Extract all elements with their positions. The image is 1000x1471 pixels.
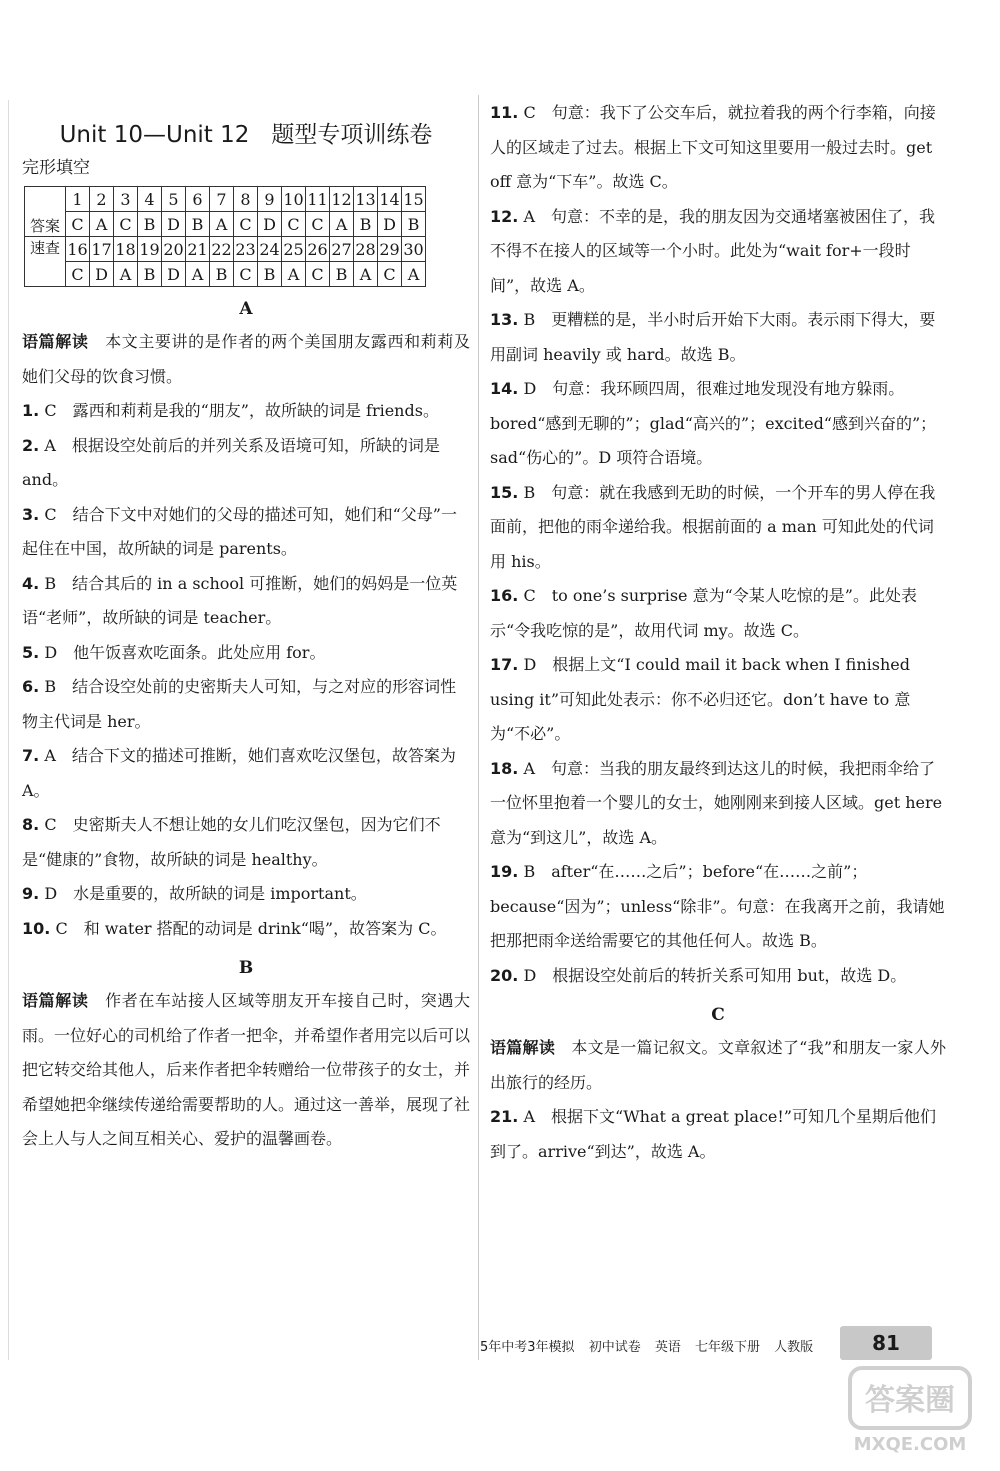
- answer-num: 9: [258, 187, 282, 212]
- right-column: [490, 96, 946, 1169]
- answer-cell: C: [306, 212, 330, 237]
- answer-cell: C: [114, 212, 138, 237]
- answer-num: 6: [186, 187, 210, 212]
- answer-num: 8: [234, 187, 258, 212]
- answer-item: [22, 429, 470, 498]
- item-number: 7.: [22, 746, 40, 765]
- answer-cell: D: [162, 262, 186, 287]
- item-explanation: 根据设空处前后的并列关系及语境可知，所缺的词是 and。: [22, 435, 440, 489]
- answer-cell: A: [114, 262, 138, 287]
- item-answer: D: [44, 884, 58, 903]
- answer-row-ans-1: [25, 212, 426, 237]
- answer-item: [22, 739, 470, 808]
- answer-num: 17: [90, 237, 114, 262]
- section-c-items: [490, 1100, 946, 1169]
- section-b-heading: B: [238, 958, 254, 978]
- item-answer: A: [523, 758, 535, 778]
- intro-text: 本文是一篇记叙文。文章叙述了“我”和朋友一家人外出旅行的经历。: [490, 1038, 946, 1092]
- answer-cell: C: [378, 262, 402, 287]
- page-number: 81: [840, 1326, 932, 1360]
- intro-label: 语篇解读: [22, 332, 89, 351]
- answer-cell: A: [330, 212, 354, 237]
- answer-item: [490, 648, 946, 752]
- item-answer: B: [523, 310, 536, 329]
- section-b-intro: [22, 984, 470, 1157]
- title-cn: 题型专项训练卷: [271, 122, 433, 148]
- answer-num: 10: [282, 187, 306, 212]
- answer-cell: D: [90, 262, 114, 287]
- item-answer: A: [523, 206, 535, 226]
- answer-item: [490, 96, 946, 200]
- item-explanation: 句意：我下了公交车后，就拉着我的两个行李箱，向接人的区域走了过去。根据上下文可知这里要用一般过去时。get off 意为“下车”。故选 C。: [490, 103, 936, 191]
- answer-num: 14: [378, 187, 402, 212]
- answer-row-nums-2: [25, 237, 426, 262]
- item-explanation: 露西和莉莉是我的“朋友”，故所缺的词是 friends。: [72, 401, 439, 420]
- answer-cell: C: [66, 262, 90, 287]
- answer-num: 25: [282, 237, 306, 262]
- answer-num: 23: [234, 237, 258, 262]
- item-number: 2.: [22, 435, 40, 455]
- answer-cell: B: [354, 212, 378, 237]
- item-number: 9.: [22, 884, 40, 903]
- item-answer: B: [523, 482, 536, 502]
- item-answer: D: [523, 965, 537, 985]
- answer-cell: B: [258, 262, 282, 287]
- answer-num: 16: [66, 237, 90, 262]
- answer-cell: A: [402, 262, 426, 287]
- item-explanation: 结合设空处前的史密斯夫人可知，与之对应的形容词性物主代词是 her。: [22, 677, 457, 731]
- item-answer: C: [55, 918, 68, 938]
- answer-cell: B: [210, 262, 234, 287]
- section-a-heading: A: [239, 299, 253, 319]
- section-a-intro: [22, 325, 470, 394]
- answer-num: 27: [330, 237, 354, 262]
- item-answer: A: [44, 435, 56, 455]
- answer-cell: D: [162, 212, 186, 237]
- item-number: 13.: [490, 310, 519, 329]
- item-answer: B: [44, 573, 57, 593]
- item-answer: B: [44, 677, 57, 696]
- answer-num: 3: [114, 187, 138, 212]
- answer-item: [490, 959, 946, 994]
- item-explanation: 根据设空处前后的转折关系可知用 but，故选 D。: [552, 965, 907, 985]
- item-number: 11.: [490, 103, 519, 122]
- item-answer: C: [44, 401, 57, 420]
- answer-cell: C: [234, 212, 258, 237]
- answer-cell: A: [90, 212, 114, 237]
- answer-num: 20: [162, 237, 186, 262]
- answer-label-top: 答案: [25, 187, 66, 237]
- answer-num: 5: [162, 187, 186, 212]
- answer-cell: D: [378, 212, 402, 237]
- intro-text: 作者在车站接人区域等朋友开车接自己时，突遇大雨。一位好心的司机给了作者一把伞，并希望作者用完以后可以把它转交给其他人，后来作者把伞转赠给一位带孩子的女士，并希望她把伞继续传递给需要帮助的人。通过这一善举，展现了社会上人与人之间互相关心、爱护的温馨画卷。: [22, 991, 471, 1148]
- item-explanation: 和 water 搭配的动词是 drink“喝”，故答案为 C。: [83, 918, 447, 938]
- footer-subject: 英语: [654, 1340, 681, 1355]
- footer-type: 初中试卷: [588, 1340, 641, 1355]
- item-answer: C: [523, 586, 536, 605]
- left-margin-rule: [8, 100, 9, 1360]
- item-number: 4.: [22, 573, 40, 593]
- item-answer: B: [523, 862, 536, 881]
- watermark-url: MXQE.COM: [853, 1434, 967, 1455]
- item-explanation: to one’s surprise 意为“令某人吃惊的是”。此处表示“令我吃惊的是”，故用代词 my。故选 C。: [490, 586, 917, 640]
- item-explanation: 根据上文“I could mail it back when I finished using it”可知此处表示：你不必归还它。don’t have to 意为“不必”。: [490, 655, 911, 743]
- answer-num: 19: [138, 237, 162, 262]
- answer-num: 12: [330, 187, 354, 212]
- answer-item: [22, 877, 470, 912]
- answer-item: [22, 498, 470, 567]
- title-unit: Unit 10—Unit 12: [59, 122, 250, 148]
- item-explanation: after“在……之后”；before“在……之前”；because“因为”；unless“除非”。句意：在我离开之前，我请她把那把雨伞送给需要它的其他任何人。故选 B。: [490, 862, 945, 950]
- item-explanation: 结合其后的 in a school 可推断，她们的妈妈是一位英语“老师”，故所缺的词是 teacher。: [22, 573, 458, 627]
- answer-num: 30: [402, 237, 426, 262]
- item-answer: A: [523, 1107, 535, 1126]
- watermark-icon: [840, 1362, 980, 1462]
- item-number: 19.: [490, 862, 519, 881]
- footer-grade: 七年级下册: [695, 1340, 761, 1355]
- answer-cell: B: [138, 212, 162, 237]
- watermark-logo-text: 答案圈: [865, 1383, 955, 1418]
- answer-row-ans-2: [25, 262, 426, 287]
- item-explanation: 句意：当我的朋友最终到达这儿的时候，我把雨伞给了一位怀里抱着一个婴儿的女士，她刚刚来到接人区域。get here 意为“到这儿”，故选 A。: [490, 758, 943, 847]
- answer-num: 15: [402, 187, 426, 212]
- watermark-logo: [840, 1362, 980, 1462]
- answer-row-nums-1: [25, 187, 426, 212]
- page-title: [22, 116, 470, 149]
- answer-num: 26: [306, 237, 330, 262]
- column-divider: [478, 95, 479, 1360]
- item-explanation: 句意：我环顾四周，很难过地发现没有地方躲雨。bored“感到无聊的”；glad“高兴的”；excited“感到兴奋的”；sad“伤心的”。D 项符合语境。: [490, 379, 937, 467]
- answer-table: [24, 186, 426, 287]
- answer-num: 22: [210, 237, 234, 262]
- answer-num: 28: [354, 237, 378, 262]
- answer-item: [490, 372, 946, 476]
- item-number: 1.: [22, 401, 40, 420]
- answer-num: 13: [354, 187, 378, 212]
- answer-cell: C: [282, 212, 306, 237]
- footer-edition: 人教版: [774, 1340, 814, 1355]
- item-number: 21.: [490, 1107, 519, 1126]
- item-answer: C: [44, 504, 57, 524]
- answer-cell: B: [186, 212, 210, 237]
- page-footer: [480, 1336, 823, 1355]
- answer-cell: C: [66, 212, 90, 237]
- answer-item: [22, 567, 470, 636]
- answer-num: 4: [138, 187, 162, 212]
- intro-label: 语篇解读: [490, 1038, 556, 1057]
- answer-cell: A: [186, 262, 210, 287]
- answer-cell: C: [306, 262, 330, 287]
- answer-item: [22, 670, 470, 739]
- item-explanation: 根据下文“What a great place!”可知几个星期后他们到了。arrive“到达”，故选 A。: [490, 1107, 936, 1161]
- item-number: 14.: [490, 379, 519, 398]
- answer-item: [22, 912, 470, 947]
- answer-item: [490, 476, 946, 580]
- answer-cell: A: [282, 262, 306, 287]
- item-number: 3.: [22, 504, 40, 524]
- item-number: 15.: [490, 482, 519, 502]
- section-c-heading: C: [711, 1005, 725, 1025]
- answer-num: 29: [378, 237, 402, 262]
- item-answer: A: [44, 746, 56, 765]
- section-b-items: [490, 96, 946, 993]
- answer-item: [22, 394, 470, 429]
- item-number: 20.: [490, 965, 519, 985]
- answer-item: [490, 752, 946, 856]
- answer-item: [490, 200, 946, 304]
- item-answer: D: [523, 655, 537, 674]
- answer-item: [490, 579, 946, 648]
- item-number: 6.: [22, 677, 40, 696]
- answer-item: [490, 855, 946, 959]
- item-number: 10.: [22, 918, 51, 938]
- answer-cell: A: [210, 212, 234, 237]
- item-answer: D: [523, 379, 537, 398]
- section-heading: 完形填空: [22, 158, 90, 178]
- item-answer: C: [44, 815, 57, 834]
- item-explanation: 结合下文的描述可推断，她们喜欢吃汉堡包，故答案为 A。: [22, 746, 456, 800]
- intro-label: 语篇解读: [22, 991, 89, 1010]
- item-number: 17.: [490, 655, 519, 674]
- answer-cell: B: [138, 262, 162, 287]
- intro-text: 本文主要讲的是作者的两个美国朋友露西和莉莉及她们父母的饮食习惯。: [22, 332, 470, 386]
- answer-num: 7: [210, 187, 234, 212]
- answer-cell: B: [330, 262, 354, 287]
- section-c-intro: [490, 1031, 946, 1100]
- answer-num: 1: [66, 187, 90, 212]
- item-number: 5.: [22, 642, 40, 662]
- answer-cell: B: [402, 212, 426, 237]
- answer-item: [22, 636, 470, 671]
- item-explanation: 句意：不幸的是，我的朋友因为交通堵塞被困住了，我不得不在接人的区域等一个小时。此处为“wait for+一段时间”，故选 A。: [490, 206, 936, 295]
- item-number: 16.: [490, 586, 519, 605]
- item-number: 12.: [490, 206, 519, 226]
- item-explanation: 水是重要的，故所缺的词是 important。: [73, 884, 367, 903]
- footer-series: 5年中考3年模拟: [480, 1340, 575, 1355]
- left-column: [22, 100, 470, 1157]
- answer-cell: D: [258, 212, 282, 237]
- item-explanation: 结合下文中对她们的父母的描述可知，她们和“父母”一起住在中国，故所缺的词是 parents。: [22, 504, 457, 558]
- answer-cell: C: [234, 262, 258, 287]
- answer-num: 24: [258, 237, 282, 262]
- answer-num: 11: [306, 187, 330, 212]
- item-answer: D: [44, 642, 58, 662]
- section-a-items: [22, 394, 470, 946]
- item-number: 8.: [22, 815, 40, 834]
- answer-num: 21: [186, 237, 210, 262]
- answer-item: [490, 1100, 946, 1169]
- answer-item: [22, 808, 470, 877]
- answer-item: [490, 303, 946, 372]
- item-explanation: 句意：就在我感到无助的时候，一个开车的男人停在我面前，把他的雨伞递给我。根据前面的 a man 可知此处的代词用 his。: [490, 482, 936, 571]
- answer-num: 2: [90, 187, 114, 212]
- item-explanation: 他午饭喜欢吃面条。此处应用 for。: [73, 642, 326, 662]
- item-answer: C: [523, 103, 536, 122]
- item-explanation: 史密斯夫人不想让她的女儿们吃汉堡包，因为它们不是“健康的”食物，故所缺的词是 healthy。: [22, 815, 441, 869]
- answer-cell: A: [354, 262, 378, 287]
- item-number: 18.: [490, 758, 519, 778]
- item-explanation: 更糟糕的是，半小时后开始下大雨。表示雨下得大，要用副词 heavily 或 hard。故选 B。: [490, 310, 936, 364]
- answer-label-bottom: 速查: [25, 237, 66, 287]
- answer-num: 18: [114, 237, 138, 262]
